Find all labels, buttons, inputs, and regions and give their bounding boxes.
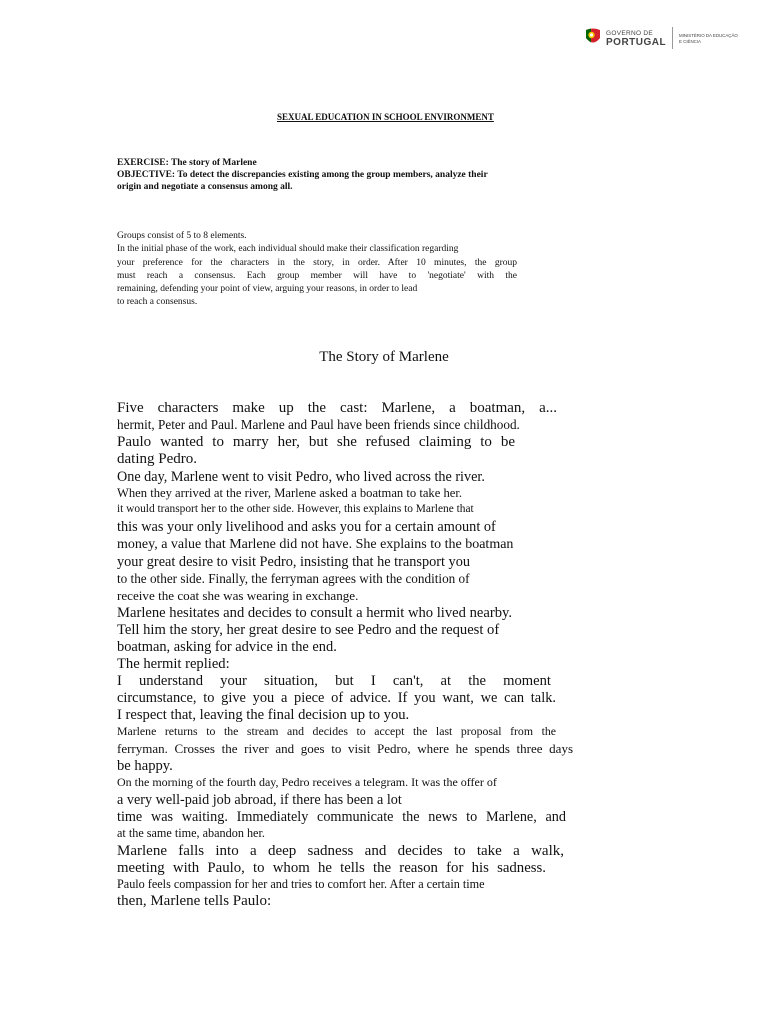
- story-line: your great desire to visit Pedro, insisting that he transport you: [117, 554, 470, 570]
- story-line: this was your only livelihood and asks you for a certain amount of: [117, 519, 496, 535]
- story-line: I understand your situation, but I can't, at the moment: [117, 673, 551, 689]
- intro-line: must reach a consensus. Each group member will have to 'negotiate' with the: [117, 270, 517, 281]
- story-line: Marlene returns to the stream and decides to accept the last proposal from the: [117, 724, 556, 738]
- story-line: I respect that, leaving the final decision up to you.: [117, 707, 410, 723]
- story-line: On the morning of the fourth day, Pedro receives a telegram. It was the offer of: [117, 775, 497, 789]
- story-line: When they arrived at the river, Marlene asked a boatman to take her.: [117, 486, 462, 500]
- story-line: Marlene hesitates and decides to consult a hermit who lived nearby.: [117, 605, 512, 621]
- intro-line: remaining, defending your point of view, arguing your reasons, in order to lead: [117, 284, 418, 295]
- story-line: be happy.: [117, 758, 173, 774]
- ministry-line-1: MINISTÉRIO DA EDUCAÇÃO: [679, 33, 738, 38]
- story-line: time was waiting. Immediately communicate the news to Marlene, and: [117, 809, 566, 825]
- story-line: Tell him the story, her great desire to see Pedro and the request of: [117, 622, 500, 638]
- story-line: dating Pedro.: [117, 451, 197, 467]
- intro-paragraph: [117, 230, 540, 310]
- story-line: at the same time, abandon her.: [117, 826, 265, 840]
- intro-line: In the initial phase of the work, each individual should make their classification regarding: [117, 244, 459, 255]
- story-line: Five characters make up the cast: Marlene, a boatman, a...: [117, 400, 557, 416]
- story-line: One day, Marlene went to visit Pedro, who lived across the river.: [117, 469, 485, 485]
- portugal-flag-icon: [584, 27, 602, 47]
- story-line: Paulo feels compassion for her and tries to comfort her. After a certain time: [117, 877, 485, 891]
- story-line: Paulo wanted to marry her, but she refused claiming to be: [117, 434, 515, 450]
- intro-line: to reach a consensus.: [117, 297, 198, 308]
- story-line: then, Marlene tells Paulo:: [117, 893, 272, 909]
- logo-text-top: GOVERNO DE: [606, 30, 654, 37]
- story-line: ferryman. Crosses the river and goes to visit Pedro, where he spends three days: [117, 741, 573, 756]
- story-line: meeting with Paulo, to whom he tells the reason for his sadness.: [117, 860, 546, 876]
- story-line: it would transport her to the other side. However, this explains to Marlene that: [117, 503, 474, 515]
- exercise-line: EXERCISE: The story of Marlene: [117, 158, 257, 168]
- government-logo: [584, 27, 754, 53]
- objective-line-2: origin and negotiate a consensus among all.: [117, 182, 293, 192]
- objective-line: OBJECTIVE: To detect the discrepancies existing among the group members, analyze their: [117, 170, 488, 180]
- story-line: circumstance, to give you a piece of advice. If you want, we can talk.: [117, 690, 556, 706]
- story-line: The hermit replied:: [117, 656, 230, 672]
- document-title: SEXUAL EDUCATION IN SCHOOL ENVIRONMENT: [277, 112, 494, 122]
- story-line: hermit, Peter and Paul. Marlene and Paul have been friends since childhood.: [117, 417, 520, 432]
- story-line: a very well-paid job abroad, if there has been a lot: [117, 792, 402, 808]
- story-line: boatman, asking for advice in the end.: [117, 639, 337, 655]
- story-title: The Story of Marlene: [319, 349, 449, 365]
- logo-divider: [672, 27, 673, 49]
- story-line: money, a value that Marlene did not have. She explains to the boatman: [117, 537, 514, 552]
- story-line: Marlene falls into a deep sadness and decides to take a walk,: [117, 843, 564, 859]
- intro-line: Groups consist of 5 to 8 elements.: [117, 231, 247, 241]
- story-line: to the other side. Finally, the ferryman agrees with the condition of: [117, 571, 470, 586]
- intro-line: your preference for the characters in the story, in order. After 10 minutes, the group: [117, 257, 517, 268]
- ministry-line-2: E CIÊNCIA: [679, 39, 701, 44]
- logo-text-bottom: PORTUGAL: [606, 37, 667, 48]
- story-line: receive the coat she was wearing in exchange.: [117, 588, 359, 603]
